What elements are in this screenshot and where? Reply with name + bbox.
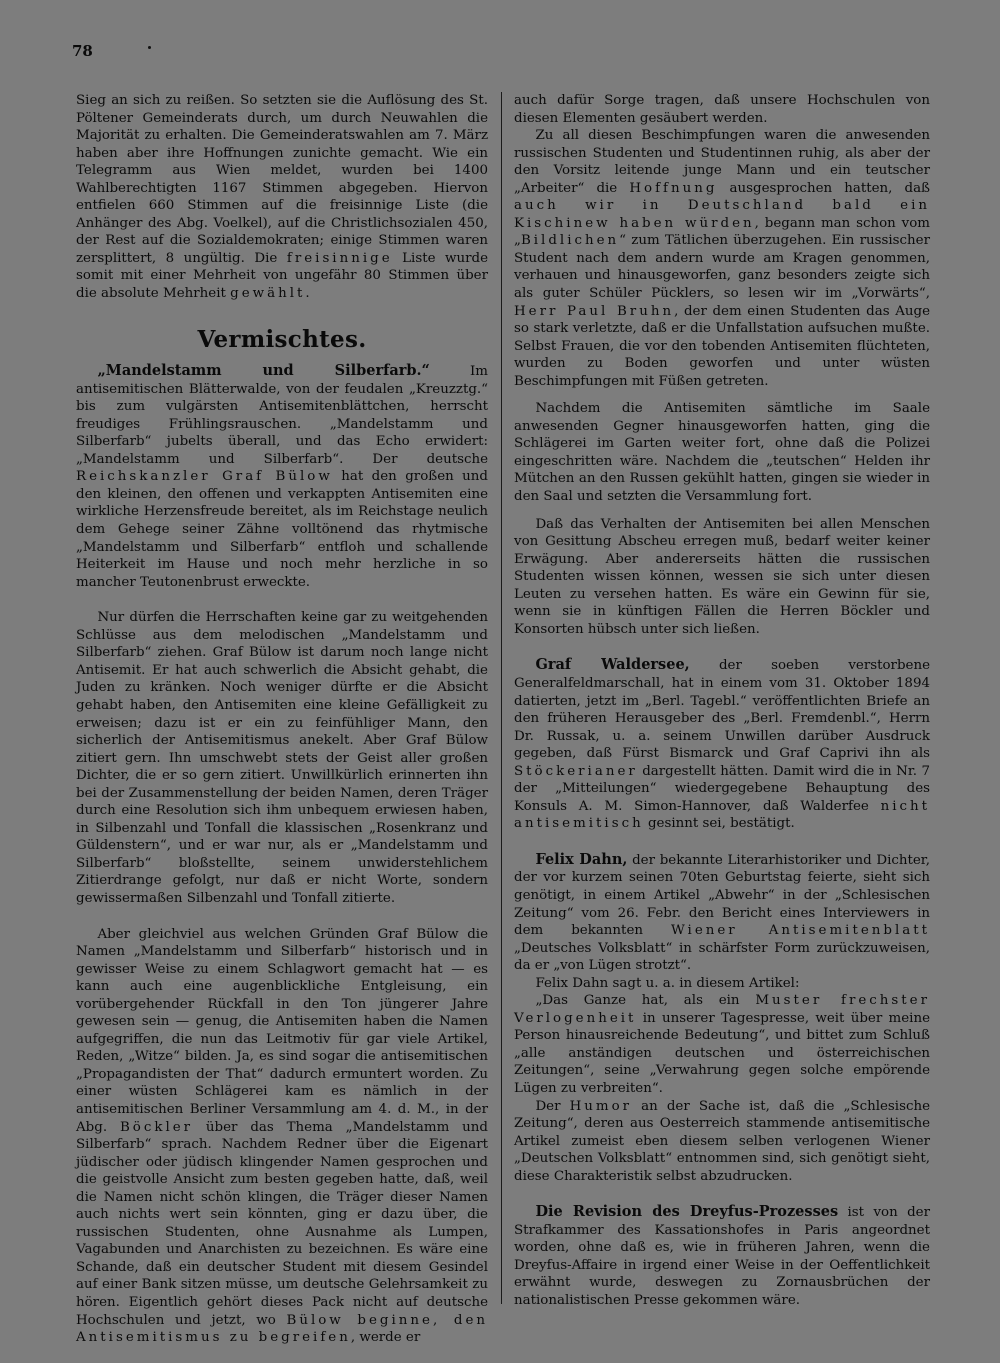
article-dahn-p4: Der Humor an der Sache ist, daß die „Schlesische Zeitung“, deren aus Oesterreich stammende antisemitische Artikel zumeist eben diesem selben verlogenen Wiener „Deutschen Volksblatt“ entnommen sind, sich genötigt sieht, diese Charakteristik selbst abzudrucken. — [514, 1098, 930, 1184]
section-heading-vermischtes: Vermischtes. — [197, 325, 367, 353]
article-mandelstamm-p3: Aber gleichviel aus welchen Gründen Graf Bülow die Namen „Mandelstamm und Silberfarb“ historisch und in gewisser Weise zu einem Schlagwort gemacht hat — es kann auch eine augenblickliche Entgleisung, ein vorübergehender Rückfall in den Ton jüngerer Jahre gewesen sein — genug, die Antisemiten haben die Namen aufgegriffen, die nun das Leitmotiv für gar viele Artikel, Reden, „Witze“ bilden. Ja, es sind sogar die antisemitischen „Propagandisten der That“ dadurch ermuntert worden. Zu einer wüsten Schlägerei kam es nämlich in der antisemitischen Berliner Versammlung am 4. d. M., in der Abg. Böckler über das Thema „Mandelstamm und Silberfarb“ sprach. Nachdem Redner über die Eigenart jüdischer oder jüdisch klingender Namen gesprochen und die geistvolle Ansicht zum besten gegeben hatte, daß, weil die Namen nicht schön klingen, die Träger dieser Namen auch nichts wert sein könnten, ging er dazu über, die russischen Studenten, ohne Ausnahme als Lumpen, Vagabunden und Anarchisten zu bezeichnen. Es wäre eine Schande, daß ein deutscher Student mit diesem Gesindel auf einer Bank sitzen müsse, um deutsche Gelehrsamkeit zu hören. Eigentlich gehört dieses Pack nicht auf deutsche Hochschulen und jetzt, wo Bülow beginne, den Antisemitismus zu begreifen, werde er — [76, 926, 488, 1346]
paragraph-schlaegerei: Nachdem die Antisemiten sämtliche im Saale anwesenden Gegner hinausgeworfen hatten, ging die Schlägerei im Garten weiter fort, ohne daß die Polizei eingeschritten wäre. Nachdem die „teutschen“ Helden ihr Mütchen an den Russen gekühlt hatten, gingen sie wieder in den Saal und setzten die Versammlung fort. — [514, 401, 930, 505]
paragraph-st-poelten: Sieg an sich zu reißen. So setzten sie die Auflösung des St. Pöltener Gemeinderats durch, um durch Neuwahlen die Majorität zu erhalten. Die Gemeinderatswahlen am 7. März haben aber ihre Hoffnungen zunichte gemacht. Wie ein Telegramm aus Wien meldet, wurden bei 1400 Wahlberechtigten 1167 Stimmen abgegeben. Hiervon entfielen 660 Stimmen auf die freisinnige Liste (die Anhänger des Abg. Voelkel), auf die Christlichsozialen 450, der Rest auf die Sozialdemokraten; einige Stimmen waren zersplittert, 8 ungültig. Die freisinnige Liste wurde somit mit einer Mehrheit von ungefähr 80 Stimmen über die absolute Mehrheit gewählt. — [76, 93, 488, 302]
column-divider — [501, 92, 502, 1304]
left-column — [76, 92, 488, 1347]
article-dreyfus: Die Revision des Dreyfus-Prozesses ist von der Strafkammer des Kassationshofes in Paris angeordnet worden, ohne daß es, wie in früheren Jahren, wenn die Dreyfus-Affaire in irgend einer Weise in der Oeffentlichkeit erwähnt wurde, deswegen zu Zornausbrüchen der nationalistischen Presse gekommen wäre. — [514, 1203, 930, 1308]
article-title-dahn: Felix Dahn, — [535, 850, 628, 868]
article-dahn-p2: Felix Dahn sagt u. a. in diesem Artikel: — [535, 975, 800, 991]
article-dahn: Felix Dahn, der bekannte Literarhistoriker und Dichter, der vor kurzem seinen 70ten Geburtstag feierte, sieht sich genötigt, in einem Artikel „Abwehr“ in der „Schlesischen Zeitung“ vom 26. Febr. den Bericht eines Interviewers in dem bekannten Wiener Antisemitenblatt „Deutsches Volksblatt“ in schärfster Form zurückzuweisen, da er „von Lügen strotzt“. — [514, 850, 930, 974]
article-title-waldersee: Graf Waldersee, — [535, 656, 690, 674]
paragraph-verhalten: Daß das Verhalten der Antisemiten bei allen Menschen von Gesittung Abscheu erregen muß, bedarf weiter keiner Erwägung. Aber andererseits hätten die russischen Studenten wissen können, wessen sie sich unter diesen Leuten zu versehen hatten. Es wäre ein Gewinn für sie, wenn sie in künftigen Fällen die Herren Böckler und Konsorten hübsch unter sich ließen. — [514, 516, 930, 637]
article-title-mandelstamm: „Mandelstamm und Silberfarb.“ — [97, 362, 430, 380]
article-mandelstamm-p1: „Mandelstamm und Silberfarb.“ Im antisemitischen Blätterwalde, von der feudalen „Kreuzztg.“ bis zum vulgärsten Antisemitenblättchen, herrscht freudiges Frühlingsrauschen. „Mandelstamm und Silberfarb“ jubelts überall, und das Echo erwidert: „Mandelstamm und Silberfarb“. Der deutsche Reichskanzler Graf Bülow hat den großen und den kleinen, den offenen und verkappten Antisemiten eine wirkliche Herzensfreude bereitet, als im Reichstage neulich dem Gehege seiner Zähne volltönend das rhytmische „Mandelstamm und Silberfarb“ entfloh und schallende Heiterkeit im Hause und noch mehr herzliche in so mancher Teutonenbrust erweckte. — [76, 362, 489, 590]
right-column — [514, 92, 930, 1310]
article-dahn-quote: „Das Ganze hat, als ein Muster frechster Verlogenheit in unserer Tagespresse, weit über meine Person hinausreichende Bedeutung“, und bittet zum Schluß „alle anständigen deutschen und österreichischen Zeitungen“, seine „Verwahrung gegen solche empörende Lügen zu verbreiten“. — [514, 993, 930, 1096]
paragraph-hochschulen: auch dafür Sorge tragen, daß unsere Hochschulen von diesen Elementen gesäubert werden. — [514, 93, 930, 126]
article-title-dreyfus: Die Revision des Dreyfus-Prozesses — [535, 1203, 839, 1221]
article-mandelstamm-p2: Nur dürfen die Herrschaften keine gar zu weitgehenden Schlüsse aus dem melodischen „Mandelstamm und Silberfarb“ ziehen. Graf Bülow ist darum noch lange nicht Antisemit. Er hat auch schwerlich die Absicht gehabt, die Juden zu kränken. Noch weniger dürfte er die Absicht gehabt haben, den Antisemiten eine kleine Gefälligkeit zu erweisen; dazu ist er ein zu feinfühliger Mann, den sicherlich der Antisemitismus anekelt. Aber Graf Bülow zitiert gern. Ihn umschwebt stets der Geist aller großen Dichter, die er so gern zitiert. Unwillkürlich erinnerten ihn bei der Zusammenstellung der beiden Namen, deren Träger durch eine Resolution sich ihm unbequem erwiesen haben, in Silbenzahl und Tonfall die klassischen „Rosenkranz und Güldenstern“, und er war nur, als er „Mandelstamm und Silberfarb“ bloßstellte, seinem unwiderstehlichem Zitierdrange gefolgt, nur daß er nicht Worte, sondern gewissermaßen Silbenzahl und Tonfall zitierte. — [76, 610, 488, 906]
article-waldersee: Graf Waldersee, der soeben verstorbene Generalfeldmarschall, hat in einem vom 31. Oktober 1894 datierten, jetzt im „Berl. Tagebl.“ veröffentlichten Briefe an den früheren Herausgeber des „Berl. Fremdenbl.“, Herrn Dr. Russak, u. a. seinem Unwillen darüber Ausdruck gegeben, daß Fürst Bismarck und Graf Caprivi ihn als Stöckerianer dargestellt hätten. Damit wird die in Nr. 7 der „Mitteilungen“ wiedergegebene Behauptung des Konsuls A. M. Simon-Hannover, daß Walderfee nicht antisemitisch gesinnt sei, bestätigt. — [514, 656, 930, 832]
page-number: 78 — [72, 42, 93, 60]
ink-dot — [148, 46, 151, 49]
paragraph-beschimpfungen: Zu all diesen Beschimpfungen waren die anwesenden russischen Studenten und Studentinnen ruhig, als aber der den Vorsitz leitende junge Mann und ein teutscher „Arbeiter“ die Hoffnung ausgesprochen hatten, daß auch wir in Deutschland bald ein Kischinew haben würden, begann man schon vom „Bildlichen“ zum Tätlichen überzugehen. Ein russischer Student nach dem andern wurde am Kragen genommen, verhauen und hinausgeworfen, ganz besonders zeigte sich als guter Schüler Pücklers, so lesen wir im „Vorwärts“, Herr Paul Bruhn, der dem einen Studenten das Auge so stark verletzte, daß er die Unfallstation aufsuchen mußte. Selbst Frauen, die vor den tobenden Antisemiten flüchteten, wurden zu Boden geworfen und unter wüsten Beschimpfungen mit Füßen getreten. — [514, 128, 931, 389]
